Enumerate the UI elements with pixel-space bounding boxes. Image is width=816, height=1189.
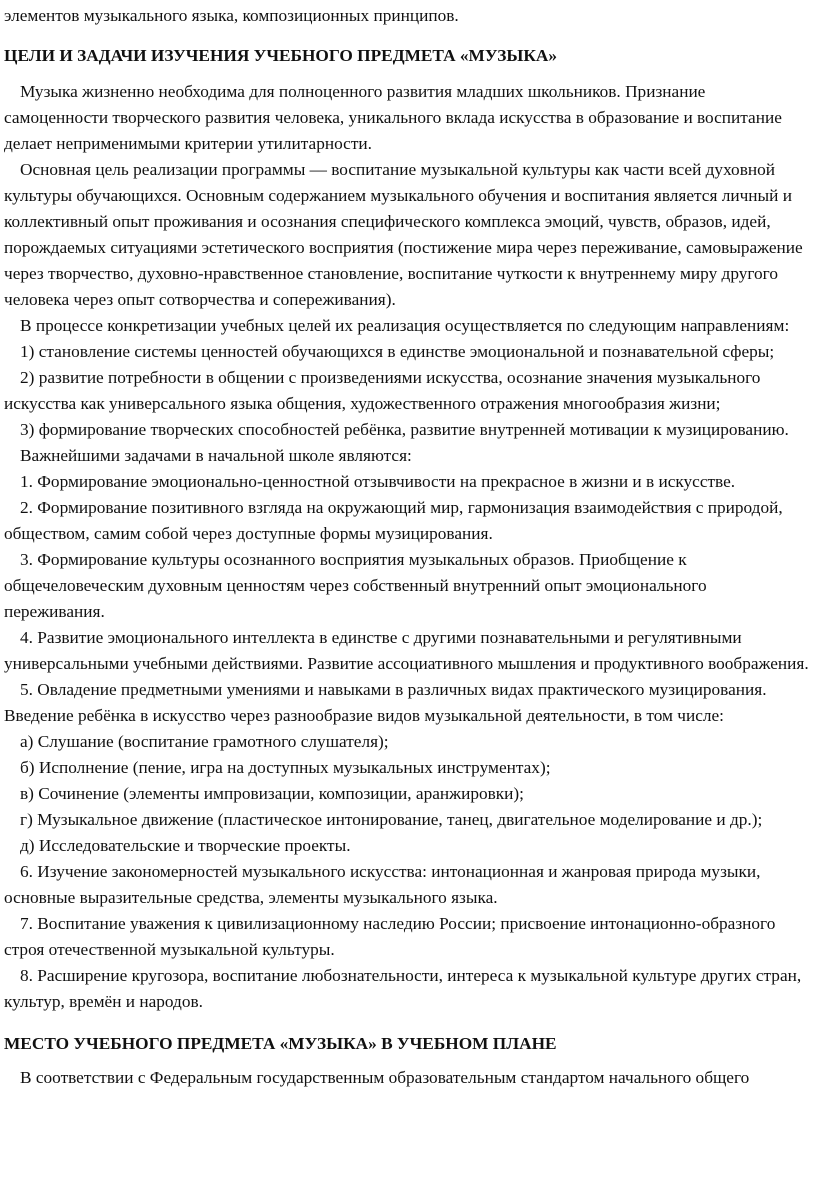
paragraph: Основная цель реализации программы — воспитание музыкальной культуры как части всей духовной культуры обучающихся. Основным содержанием музыкального обучения и воспитания является личный и коллективный опыт проживания и осознания специфического комплекса эмоций, чувств, образов, идей, порождаемых ситуациями эстетического восприятия (постижение мира через переживание, самовыражение через творчество, духовно-нравственное становление, воспитание чуткости к внутреннему миру другого человека через опыт сотворчества и сопереживания).	[4, 160, 803, 309]
list-item: 1. Формирование эмоционально-ценностной отзывчивости на прекрасное в жизни и в искусстве.	[20, 472, 736, 491]
list-item: 8. Расширение кругозора, воспитание любознательности, интереса к музыкальной культуре других стран, культур, времён и народов.	[4, 966, 802, 1011]
sub-list-item: г) Музыкальное движение (пластическое интонирование, танец, двигательное моделирование и др.);	[20, 810, 763, 829]
sub-list-item: в) Сочинение (элементы импровизации, композиции, аранжировки);	[20, 784, 524, 803]
sub-list-item: б) Исполнение (пение, игра на доступных музыкальных инструментах);	[20, 758, 551, 777]
list-item: 2. Формирование позитивного взгляда на окружающий мир, гармонизация взаимодействия с природой, обществом, самим собой через доступные формы музицирования.	[4, 498, 783, 543]
document-page	[4, 0, 810, 1091]
list-item: 2) развитие потребности в общении с произведениями искусства, осознание значения музыкального искусства как универсального языка общения, художественного отражения многообразия жизни;	[4, 368, 761, 413]
sub-list-item: д) Исследовательские и творческие проекты.	[20, 836, 351, 855]
paragraph: В соответствии с Федеральным государственным образовательным стандартом начального общего	[20, 1068, 750, 1087]
list-item: 6. Изучение закономерностей музыкального искусства: интонационная и жанровая природа музыки, основные выразительные средства, элементы музыкального языка.	[4, 862, 761, 907]
section-heading-goals: ЦЕЛИ И ЗАДАЧИ ИЗУЧЕНИЯ УЧЕБНОГО ПРЕДМЕТА «МУЗЫКА»	[4, 46, 558, 65]
paragraph: В процессе конкретизации учебных целей их реализация осуществляется по следующим направлениям:	[20, 316, 790, 335]
section-heading-place: МЕСТО УЧЕБНОГО ПРЕДМЕТА «МУЗЫКА» В УЧЕБНОМ ПЛАНЕ	[4, 1034, 557, 1053]
list-item: 5. Овладение предметными умениями и навыками в различных видах практического музицирования. Введение ребёнка в искусство через разнообразие видов музыкальной деятельности, в том числе:	[4, 680, 767, 725]
list-item: 7. Воспитание уважения к цивилизационному наследию России; присвоение интонационно-образного строя отечественной музыкальной культуры.	[4, 914, 776, 959]
sub-list-item: а) Слушание (воспитание грамотного слушателя);	[20, 732, 389, 751]
paragraph: Важнейшими задачами в начальной школе являются:	[20, 446, 412, 465]
list-item: 1) становление системы ценностей обучающихся в единстве эмоциональной и познавательной сферы;	[20, 342, 775, 361]
paragraph: Музыка жизненно необходима для полноценного развития младших школьников. Признание самоценности творческого развития человека, уникального вклада искусства в образование и воспитание делает неприменимыми критерии утилитарности.	[4, 82, 782, 153]
list-item: 3) формирование творческих способностей ребёнка, развитие внутренней мотивации к музицированию.	[20, 420, 789, 439]
list-item: 4. Развитие эмоционального интеллекта в единстве с другими познавательными и регулятивными универсальными учебными действиями. Развитие ассоциативного мышления и продуктивного воображения.	[4, 628, 809, 673]
intro-fragment: элементов музыкального языка, композиционных принципов.	[4, 6, 459, 25]
list-item: 3. Формирование культуры осознанного восприятия музыкальных образов. Приобщение к общечеловеческим духовным ценностям через собственный внутренний опыт эмоционального переживания.	[4, 550, 707, 621]
